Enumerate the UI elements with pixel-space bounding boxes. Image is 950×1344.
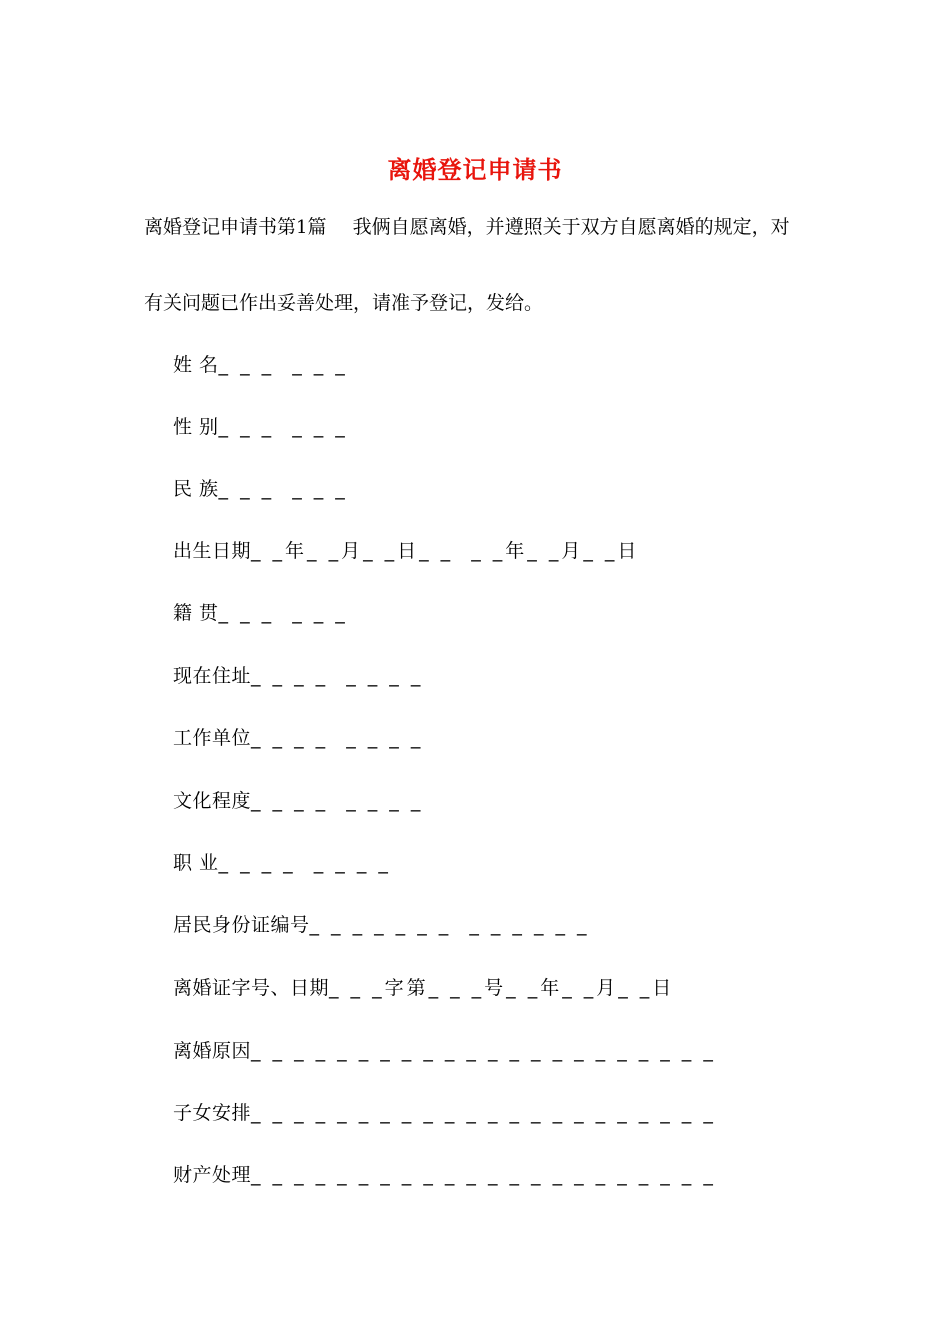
fill-blank: _ _ _ _ _ _ _ _ _ _ _ _ _ _ _ _ _ _ _ _ _ _ [251, 1102, 716, 1124]
field-divorce-reason [173, 1036, 716, 1063]
field-address [173, 661, 423, 688]
intro-line-1 [144, 212, 790, 239]
field-label: 姓 名 [173, 354, 219, 376]
field-birthdate [173, 536, 639, 563]
fill-blank: _ _ _字第_ _ _号_ _年_ _月_ _日 [329, 977, 675, 999]
field-label: 财产处理 [173, 1164, 252, 1186]
fill-blank: _ _ _ _ _ _ [218, 602, 348, 624]
field-education [173, 786, 423, 813]
part-number: 1 [296, 217, 308, 238]
doc-name: 离婚登记申请书第 [144, 216, 297, 238]
field-label: 文化程度 [173, 790, 252, 812]
field-label: 子女安排 [173, 1102, 252, 1124]
fill-blank: _ _ _ _ _ _ _ _ [251, 727, 424, 749]
field-label: 工作单位 [173, 727, 252, 749]
fill-blank: _ _ _ _ _ _ _ _ [251, 790, 424, 812]
field-label: 离婚证字号、日期 [173, 977, 330, 999]
field-label: 籍 贯 [173, 602, 219, 624]
field-label: 民 族 [173, 478, 219, 500]
fill-blank: _ _ _ _ _ _ [218, 354, 348, 376]
fill-blank: _ _ _ _ _ _ [218, 478, 348, 500]
fill-blank: _ _ _ _ _ _ _ _ [251, 665, 424, 687]
fill-blank: _ _年_ _月_ _日_ _ _ _年_ _月_ _日 [251, 540, 640, 562]
field-property-division [173, 1160, 716, 1187]
field-label: 离婚原因 [173, 1040, 252, 1062]
field-label: 居民身份证编号 [173, 914, 310, 936]
intro-statement: 我俩自愿离婚，并遵照关于双方自愿离婚的规定，对 [352, 216, 790, 238]
field-id-number [173, 910, 590, 937]
part-unit: 篇 [307, 216, 327, 238]
page-title: 离婚登记申请书 [387, 155, 563, 184]
field-label: 性 别 [173, 416, 219, 438]
field-gender [173, 412, 348, 439]
field-ethnicity [173, 474, 348, 501]
field-label: 现在住址 [173, 665, 252, 687]
field-occupation [173, 848, 391, 875]
field-label: 出生日期 [173, 540, 252, 562]
field-employer [173, 723, 423, 750]
fill-blank: _ _ _ _ _ _ _ _ [218, 852, 391, 874]
fill-blank: _ _ _ _ _ _ _ _ _ _ _ _ _ [309, 914, 590, 936]
intro-statement-cont: 有关问题已作出妥善处理，请准予登记，发给。 [144, 292, 544, 314]
intro-line-2 [144, 288, 543, 315]
field-native-place [173, 598, 348, 625]
fill-blank: _ _ _ _ _ _ [218, 416, 348, 438]
fill-blank: _ _ _ _ _ _ _ _ _ _ _ _ _ _ _ _ _ _ _ _ _ _ [251, 1164, 716, 1186]
field-name [173, 350, 348, 377]
field-child-arrangement [173, 1098, 716, 1125]
field-label: 职 业 [173, 852, 219, 874]
field-certificate [173, 973, 674, 1000]
fill-blank: _ _ _ _ _ _ _ _ _ _ _ _ _ _ _ _ _ _ _ _ _ _ [251, 1040, 716, 1062]
